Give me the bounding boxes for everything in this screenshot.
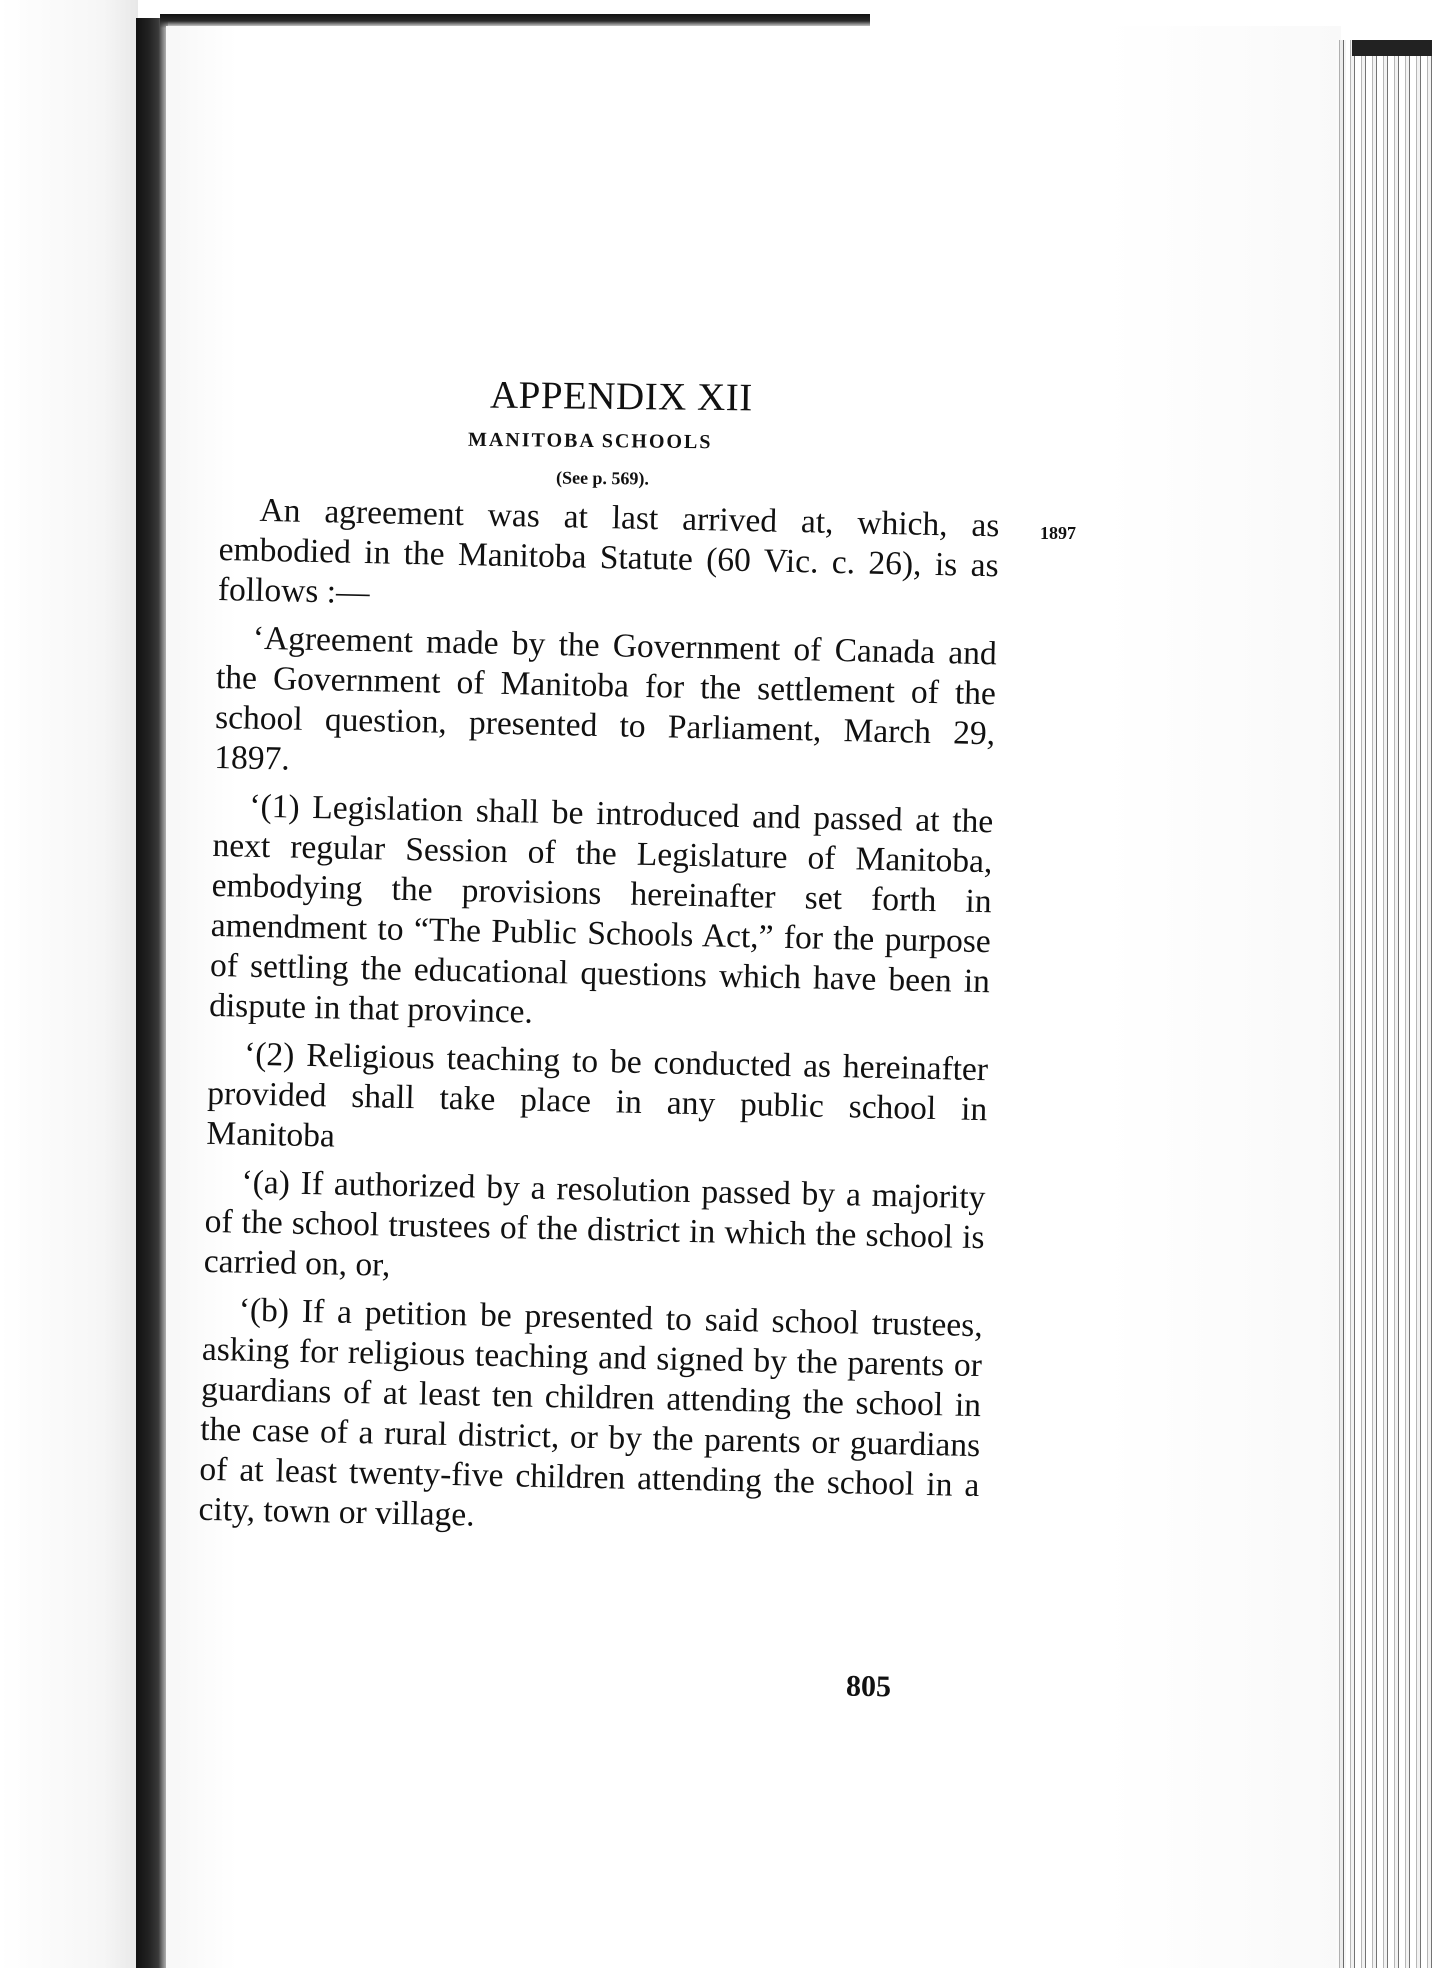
paragraph-clause-2: ‘(2) Religious teaching to be conducted as hereinafter provided shall take place in any public school in Manitoba (206, 1035, 989, 1155)
paragraph-clause-2b: ‘(b) If a petition be presented to said school trustees, asking for religious teaching and signed by the parents or guardians of at least ten children attending the school in the case of a rural district, or by the parents or guardians of at least twenty-five children attending the school in a city, town or village. (198, 1291, 984, 1534)
paragraph-clause-1: ‘(1) Legislation shall be introduced and passed at the next regular Session of the Legislature of Manitoba, embodying the provisions hereinafter set forth in amendment to “The Public Schools Act,” for the purpose of settling the educational questions which have been in dispute in that province. (208, 787, 994, 1031)
previous-page-edge (0, 0, 138, 1968)
stacked-page-edges-top (1352, 40, 1432, 56)
page-number: 805 (845, 1669, 892, 1704)
body-text (198, 490, 1000, 1554)
book-gutter (136, 18, 168, 1968)
page-reference: (See p. 569). (555, 467, 650, 489)
margin-year-note: 1897 (1040, 523, 1076, 543)
stacked-page-edges (1336, 40, 1432, 1968)
appendix-subtitle: MANITOBA SCHOOLS (467, 428, 713, 454)
paragraph-clause-2a: ‘(a) If authorized by a resolution passed by a majority of the school trustees of the district in which the school is carried on, or, (203, 1163, 986, 1284)
paragraph-intro: An agreement was at last arrived at, which, as embodied in the Manitoba Statute (60 Vic. c. 26), is as follows :— (217, 491, 1000, 612)
paragraph-agreement: ‘Agreement made by the Government of Canada and the Government of Manitoba for the settlement of the school question, presented to Parliament, March 29, 1897. (214, 619, 998, 778)
appendix-title: APPENDIX XII (489, 373, 753, 420)
